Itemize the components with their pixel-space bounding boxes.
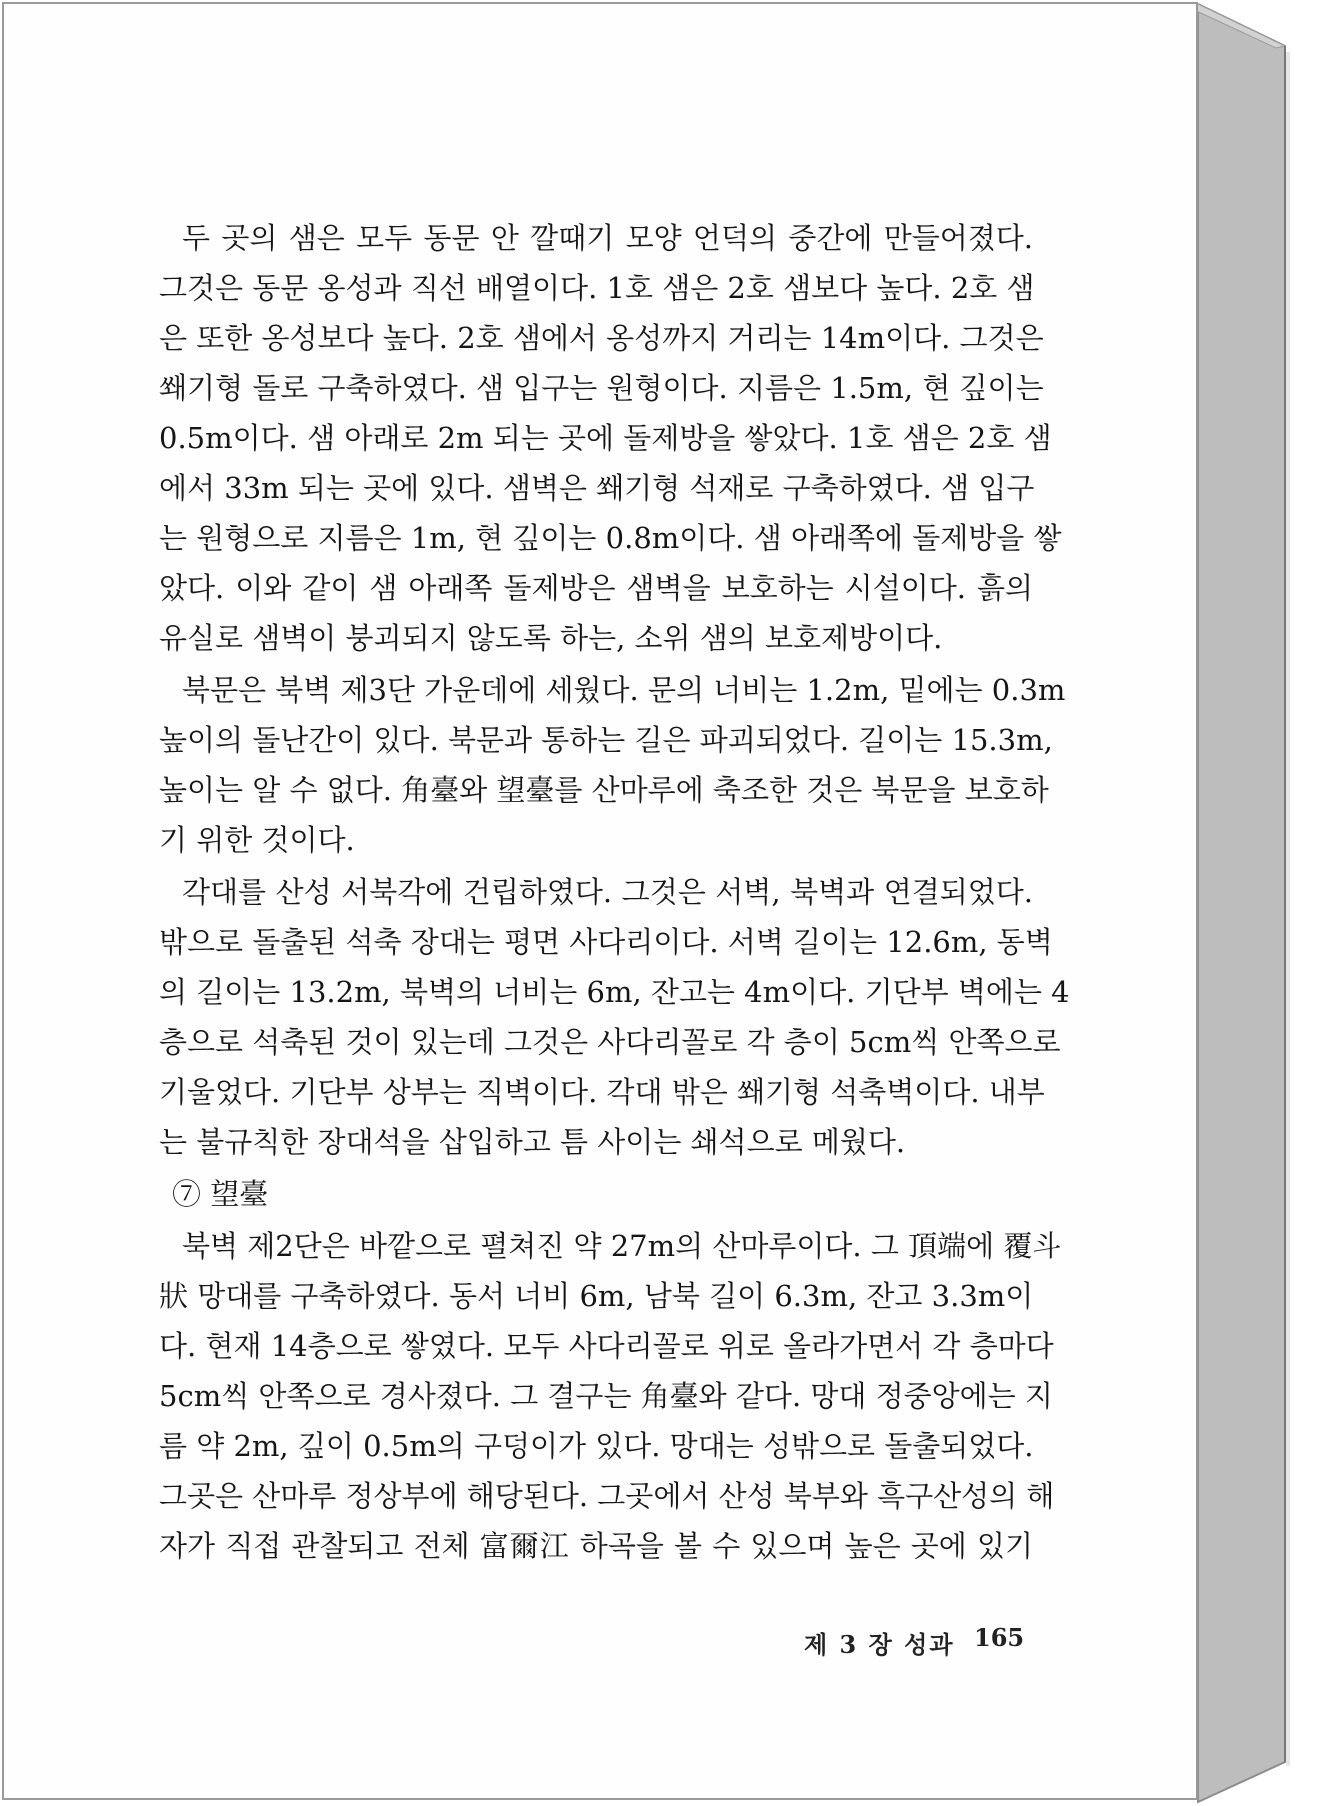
body-line: 는 원형으로 지름은 1m, 현 깊이는 0.8m이다. 샘 아래쪽에 돌제방을 쌓 (159, 521, 1062, 555)
body-line: 북벽 제2단은 바깥으로 펼쳐진 약 27m의 산마루이다. 그 頂端에 覆斗 (182, 1229, 1062, 1263)
body-line: 쐐기형 돌로 구축하였다. 샘 입구는 원형이다. 지름은 1.5m, 현 깊이는 (159, 371, 1044, 405)
footer-page-number: 165 (974, 1623, 1025, 1652)
body-line: 기 위한 것이다. (159, 823, 355, 857)
body-line: 층으로 석축된 것이 있는데 그것은 사다리꼴로 각 층이 5cm씩 안쪽으로 (159, 1025, 1061, 1059)
body-line: 0.5m이다. 샘 아래로 2m 되는 곳에 돌제방을 쌓았다. 1호 샘은 2호 샘 (159, 421, 1052, 455)
body-line: 름 약 2m, 깊이 0.5m의 구덩이가 있다. 망대는 성밖으로 돌출되었다. (159, 1429, 1034, 1463)
body-line: 에서 33m 되는 곳에 있다. 샘벽은 쐐기형 석재로 구축하였다. 샘 입구 (159, 471, 1035, 505)
body-line: 밖으로 돌출된 석축 장대는 평면 사다리이다. 서벽 길이는 12.6m, 동벽 (159, 925, 1053, 959)
body-line: 狀 망대를 구축하였다. 동서 너비 6m, 남북 길이 6.3m, 잔고 3.3m이 (159, 1279, 1034, 1313)
body-line: 유실로 샘벽이 붕괴되지 않도록 하는, 소위 샘의 보호제방이다. (159, 621, 943, 655)
body-line: 높이는 알 수 없다. 角臺와 望臺를 산마루에 축조한 것은 북문을 보호하 (159, 773, 1049, 807)
footer-chapter-title: 제 3 장 성과 (804, 1630, 955, 1659)
body-line: 그것은 동문 옹성과 직선 배열이다. 1호 샘은 2호 샘보다 높다. 2호 샘 (159, 271, 1035, 305)
body-line: 북문은 북벽 제3단 가운데에 세웠다. 문의 너비는 1.2m, 밑에는 0.3m (182, 673, 1066, 707)
body-line: 자가 직접 관찰되고 전체 富爾江 하곡을 볼 수 있으며 높은 곳에 있기 (159, 1529, 1033, 1563)
body-line: 은 또한 옹성보다 높다. 2호 샘에서 옹성까지 거리는 14m이다. 그것은 (159, 321, 1044, 355)
body-line: 5cm씩 안쪽으로 경사졌다. 그 결구는 角臺와 같다. 망대 정중앙에는 지 (159, 1379, 1053, 1413)
body-line: 높이의 돌난간이 있다. 북문과 통하는 길은 파괴되었다. 길이는 15.3m, (159, 723, 1053, 757)
body-line: 다. 현재 14층으로 쌓였다. 모두 사다리꼴로 위로 올라가면서 각 층마다 (159, 1329, 1054, 1363)
body-line: 는 불규칙한 장대석을 삽입하고 틈 사이는 쇄석으로 메웠다. (159, 1125, 906, 1159)
body-line: 기울었다. 기단부 상부는 직벽이다. 각대 밖은 쐐기형 석축벽이다. 내부 (159, 1075, 1045, 1109)
document-page (2, 2, 1198, 1800)
body-line: 의 길이는 13.2m, 북벽의 너비는 6m, 잔고는 4m이다. 기단부 벽에는 4 (159, 975, 1070, 1009)
body-line: 두 곳의 샘은 모두 동문 안 깔때기 모양 언덕의 중간에 만들어졌다. (182, 221, 1033, 255)
body-line: 그곳은 산마루 정상부에 해당된다. 그곳에서 산성 북부와 흑구산성의 해 (159, 1479, 1055, 1513)
body-line: 각대를 산성 서북각에 건립하였다. 그것은 서벽, 북벽과 연결되었다. (182, 875, 1033, 909)
section-heading: ⑦ 望臺 (172, 1177, 269, 1211)
body-line: 았다. 이와 같이 샘 아래쪽 돌제방은 샘벽을 보호하는 시설이다. 흙의 (159, 571, 1033, 605)
